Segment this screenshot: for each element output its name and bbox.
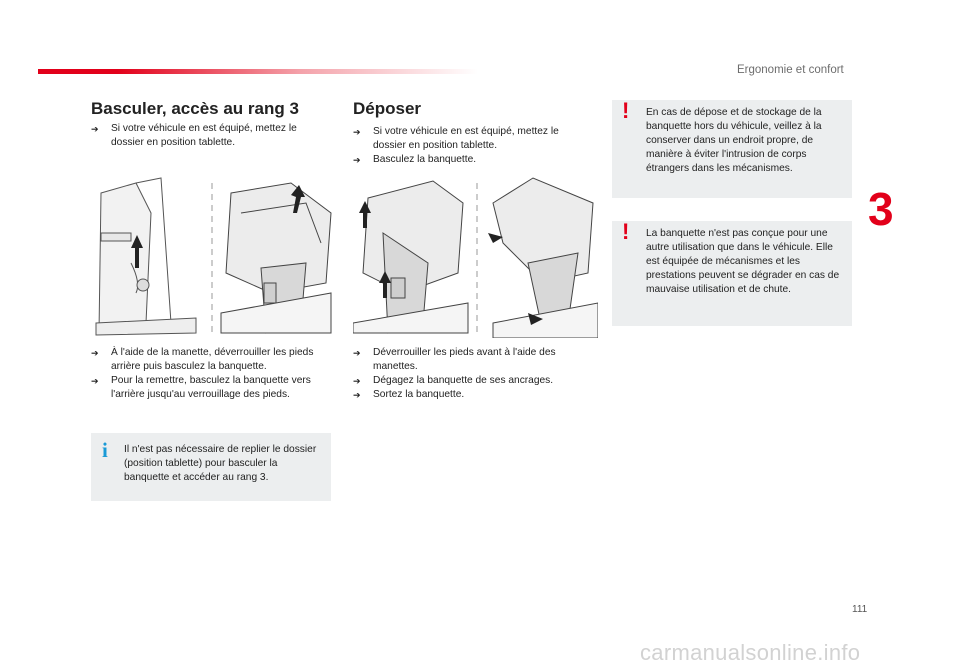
left-steps-list: [91, 346, 331, 402]
exclamation-icon: !: [622, 98, 630, 123]
illustration-remove-bench: [353, 173, 598, 338]
arrow-bullet-icon: ➔: [353, 155, 361, 165]
arrow-bullet-icon: ➔: [91, 124, 99, 134]
list-item: ➔ Pour la remettre, basculez la banquette vers l'arrière jusqu'au verrouillage des pieds.: [91, 375, 311, 400]
illustration-tilt-bench: [91, 173, 334, 338]
middle-steps-list: [353, 346, 593, 402]
arrow-bullet-icon: ➔: [353, 376, 361, 386]
section-title: Ergonomie et confort: [737, 64, 844, 76]
header-color-bar: [38, 69, 478, 74]
warning-text-1: En cas de dépose et de stockage de la banquette hors du véhicule, veillez à la conserver dans un endroit propre, de manière à éviter l'intrusion de corps étrangers dans les mécanismes.: [646, 107, 822, 174]
warning-box-1: [612, 100, 852, 198]
warning-text-2: La banquette n'est pas conçue pour une autre utilisation que dans le véhicule. Elle est équipée de mécanismes et les prestations peuvent se dégrader en cas de mauvaise utilisation et de chute.: [646, 228, 840, 295]
arrow-bullet-icon: ➔: [91, 376, 99, 386]
warning-box-2: [612, 221, 852, 326]
chapter-number: 3: [868, 183, 894, 235]
list-item: ➔ Dégagez la banquette de ses ancrages.: [353, 375, 554, 386]
list-item: ➔ À l'aide de la manette, déverrouiller les pieds arrière puis basculez la banquette.: [91, 347, 314, 372]
arrow-bullet-icon: ➔: [353, 390, 361, 400]
arrow-bullet-icon: ➔: [91, 348, 99, 358]
left-title: Basculer, accès au rang 3: [91, 99, 299, 118]
list-item: ➔ Sortez la banquette.: [353, 389, 465, 400]
left-intro-list: [91, 122, 331, 150]
info-box: [91, 433, 331, 501]
middle-title: Déposer: [353, 99, 422, 118]
arrow-bullet-icon: ➔: [353, 127, 361, 137]
exclamation-icon: !: [622, 219, 630, 244]
arrow-bullet-icon: ➔: [353, 348, 361, 358]
info-icon: i: [102, 438, 108, 462]
list-item: ➔ Déverrouiller les pieds avant à l'aide des manettes.: [353, 347, 556, 372]
info-text: Il n'est pas nécessaire de replier le dossier (position tablette) pour basculer la banquette et accéder au rang 3.: [124, 444, 317, 483]
list-item: ➔ Si votre véhicule en est équipé, mettez le dossier en position tablette.: [353, 126, 559, 151]
page-number: 111: [852, 604, 868, 615]
middle-intro-list: [353, 125, 593, 167]
list-item: ➔ Si votre véhicule en est équipé, mettez le dossier en position tablette.: [91, 123, 297, 148]
footer-watermark: carmanualsonline.info: [640, 640, 861, 665]
list-item: ➔ Basculez la banquette.: [353, 154, 477, 165]
